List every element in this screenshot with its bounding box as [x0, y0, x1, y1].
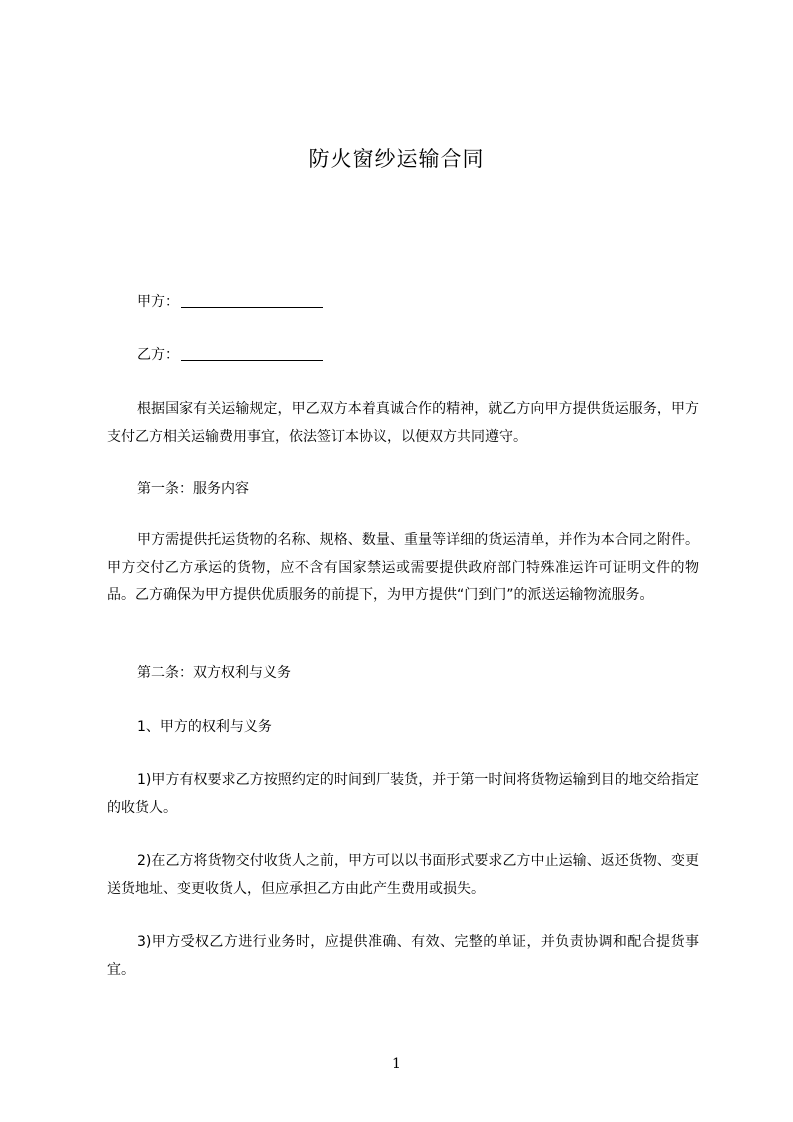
intro-paragraph: 根据国家有关运输规定，甲乙双方本着真诚合作的精神，就乙方向甲方提供货运服务，甲方支付乙方相关运输费用事宜，依法签订本协议，以便双方共同遵守。	[107, 401, 699, 445]
party-a-line	[137, 292, 323, 312]
article-2-heading: 第二条：双方权利与义务	[137, 665, 291, 681]
clause-item-2: 2)在乙方将货物交付收货人之前，甲方可以以书面形式要求乙方中止运输、返还货物、变更送货地址、变更收货人，但应承担乙方由此产生费用或损失。	[107, 853, 699, 897]
party-a-label: 甲方：	[137, 294, 179, 310]
page-number: 1	[392, 1056, 401, 1072]
party-b-line	[137, 345, 323, 365]
party-b-label: 乙方：	[137, 347, 179, 363]
clause-item-3: 3)甲方受权乙方进行业务时，应提供准确、有效、完整的单证，并负责协调和配合提货事宜。	[107, 934, 699, 978]
article-1-body: 甲方需提供托运货物的名称、规格、数量、重量等详细的货运清单，并作为本合同之附件。甲方交付乙方承运的货物，应不含有国家禁运或需要提供政府部门特殊准运许可证明文件的物品。乙方确保为甲方提供优质服务的前提下，为甲方提供“门到门”的派送运输物流服务。	[107, 532, 699, 603]
article-1-heading: 第一条：服务内容	[137, 481, 249, 497]
section-1-heading: 1、甲方的权利与义务	[137, 719, 272, 735]
party-a-blank	[181, 293, 323, 308]
document-title: 防火窗纱运输合同	[308, 147, 485, 171]
party-b-blank	[181, 346, 323, 361]
clause-item-1: 1)甲方有权要求乙方按照约定的时间到厂装货，并于第一时间将货物运输到目的地交给指定的收货人。	[107, 772, 699, 816]
